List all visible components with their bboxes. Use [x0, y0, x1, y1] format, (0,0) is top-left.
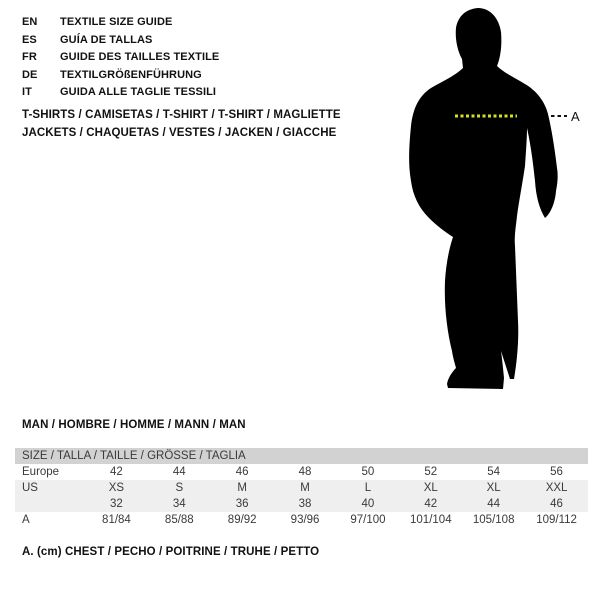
- marker-a-label: A: [571, 109, 580, 124]
- list-item: [22, 14, 219, 32]
- size-value: 48: [298, 466, 312, 478]
- size-value: L: [364, 482, 372, 494]
- row-label: [15, 496, 85, 512]
- size-value: 89/92: [227, 514, 257, 526]
- category-line-tshirts: T-SHIRTS / CAMISETAS / T-SHIRT / T-SHIRT / MAGLIETTE: [22, 109, 341, 121]
- table-row-chest-a: [15, 512, 588, 528]
- size-value: 44: [172, 466, 186, 478]
- language-label: TEXTILE SIZE GUIDE: [60, 16, 173, 28]
- language-code: DE: [22, 68, 38, 81]
- size-value: 109/112: [536, 514, 577, 526]
- size-value: 36: [235, 498, 249, 510]
- row-label: Europe: [22, 466, 60, 478]
- language-label: GUÍA DE TALLAS: [60, 33, 153, 46]
- row-label: US: [22, 482, 38, 494]
- size-value: 85/88: [164, 514, 194, 526]
- language-guide-list: [22, 14, 219, 102]
- chest-measurement-footnote: A. (cm) CHEST / PECHO / POITRINE / TRUHE / PETTO: [22, 546, 320, 558]
- size-value: 46: [550, 498, 563, 510]
- size-value: XXL: [545, 482, 568, 494]
- size-value: 56: [550, 466, 563, 478]
- table-row-us-letters: [15, 480, 588, 496]
- garment-categories: [22, 106, 341, 142]
- table-row-europe: [15, 464, 588, 480]
- language-code: FR: [22, 51, 37, 63]
- size-value: M: [237, 482, 247, 494]
- list-item: [22, 84, 219, 102]
- size-value: 50: [361, 466, 375, 478]
- size-table-header: SIZE / TALLA / TAILLE / GRÖSSE / TAGLIA: [15, 448, 588, 464]
- list-item: [22, 67, 219, 85]
- size-value: XS: [108, 482, 125, 494]
- size-value: 46: [235, 466, 249, 478]
- language-code: IT: [22, 86, 32, 98]
- section-title-man: MAN / HOMBRE / HOMME / MANN / MAN: [22, 419, 246, 431]
- size-value: XL: [486, 482, 501, 494]
- language-code: ES: [22, 33, 37, 46]
- size-value: S: [175, 482, 184, 494]
- size-value: 93/96: [290, 514, 320, 526]
- language-code: EN: [22, 16, 38, 28]
- size-value: M: [300, 482, 310, 494]
- size-value: 34: [172, 498, 186, 510]
- size-value: 42: [110, 466, 123, 478]
- list-item: [22, 49, 219, 67]
- size-value: 38: [298, 498, 312, 510]
- language-label: GUIDA ALLE TAGLIE TESSILI: [60, 86, 217, 98]
- language-label: TEXTILGRÖßENFÜHRUNG: [60, 68, 202, 81]
- size-value: 32: [110, 498, 123, 510]
- size-value: 40: [361, 498, 375, 510]
- size-table: [15, 448, 588, 528]
- size-value: XL: [423, 482, 438, 494]
- size-value: 44: [487, 498, 501, 510]
- language-label: GUIDE DES TAILLES TEXTILE: [60, 51, 220, 63]
- size-value: 81/84: [102, 514, 131, 526]
- size-value: 105/108: [472, 514, 515, 526]
- size-value: 42: [424, 498, 438, 510]
- size-value: 97/100: [350, 514, 386, 526]
- size-value: 54: [487, 466, 501, 478]
- size-value: 101/104: [410, 514, 452, 526]
- category-line-jackets: JACKETS / CHAQUETAS / VESTES / JACKEN / GIACCHE: [22, 127, 337, 139]
- size-value: 52: [424, 466, 438, 478]
- man-silhouette-figure: [405, 6, 595, 396]
- row-label: A: [22, 514, 30, 526]
- list-item: [22, 32, 219, 50]
- man-silhouette: [409, 8, 558, 389]
- table-row-us-numeric: [15, 496, 588, 512]
